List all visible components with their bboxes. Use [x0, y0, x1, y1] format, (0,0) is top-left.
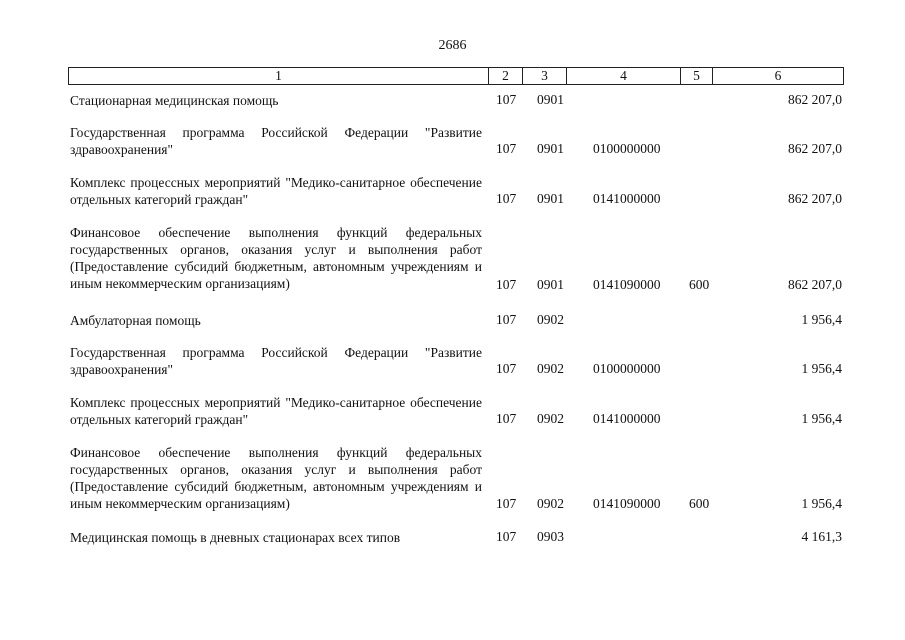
- table-row: [68, 124, 844, 158]
- row-col-6: 1 956,4: [801, 312, 842, 327]
- header-col-5: 5: [681, 68, 713, 84]
- row-col-2: 107: [496, 361, 517, 376]
- row-col-5: 600: [689, 496, 710, 511]
- row-description: Государственная программа Российской Федерации "Развитие здравоохранения": [70, 345, 482, 377]
- row-col-6: 862 207,0: [788, 191, 842, 206]
- header-col-2: 2: [489, 68, 523, 84]
- row-col-3: 0902: [537, 411, 564, 426]
- header-col-3: 3: [523, 68, 567, 84]
- table-header: [68, 67, 844, 85]
- table-row: [68, 444, 844, 512]
- row-description: Комплекс процессных мероприятий "Медико-санитарное обеспечение отдельных категорий граждан": [70, 395, 482, 427]
- row-col-2: 107: [496, 92, 517, 107]
- table-row: [68, 92, 844, 109]
- row-col-6: 862 207,0: [788, 141, 842, 156]
- row-description: Финансовое обеспечение выполнения функций федеральных государственных органов, оказания услуг и выполнения работ (Предоставление субсидий бюджетным, автономным учреждениям и иным некоммерческим организациям): [70, 225, 482, 291]
- table-row: [68, 312, 844, 329]
- row-col-2: 107: [496, 141, 517, 156]
- page-number: 2686: [438, 38, 467, 53]
- row-col-6: 862 207,0: [788, 92, 842, 107]
- row-description: Амбулаторная помощь: [70, 313, 201, 328]
- header-col-4: 4: [567, 68, 681, 84]
- row-description: Финансовое обеспечение выполнения функций федеральных государственных органов, оказания услуг и выполнения работ (Предоставление субсидий бюджетным, автономным учреждениям и иным некоммерческим организациям): [70, 445, 482, 511]
- row-col-3: 0901: [537, 277, 564, 292]
- row-col-3: 0901: [537, 191, 564, 206]
- row-description: Комплекс процессных мероприятий "Медико-санитарное обеспечение отдельных категорий граждан": [70, 175, 482, 207]
- row-col-2: 107: [496, 312, 517, 327]
- row-col-2: 107: [496, 411, 517, 426]
- row-col-6: 1 956,4: [801, 361, 842, 376]
- row-description: Стационарная медицинская помощь: [70, 93, 279, 108]
- row-col-6: 4 161,3: [801, 529, 842, 544]
- row-col-2: 107: [496, 277, 517, 292]
- row-col-4: 0141000000: [593, 191, 661, 206]
- row-col-3: 0902: [537, 496, 564, 511]
- table-row: [68, 529, 844, 546]
- row-col-4: 0141000000: [593, 411, 661, 426]
- row-description: Государственная программа Российской Федерации "Развитие здравоохранения": [70, 125, 482, 157]
- header-col-6: 6: [774, 68, 782, 83]
- table-row: [68, 174, 844, 208]
- row-col-6: 1 956,4: [801, 411, 842, 426]
- row-col-3: 0902: [537, 312, 564, 327]
- row-col-2: 107: [496, 496, 517, 511]
- row-col-4: 0141090000: [593, 496, 661, 511]
- row-col-2: 107: [496, 191, 517, 206]
- row-col-5: 600: [689, 277, 710, 292]
- row-col-3: 0902: [537, 361, 564, 376]
- row-col-4: 0100000000: [593, 141, 661, 156]
- row-col-4: 0141090000: [593, 277, 661, 292]
- row-col-6: 862 207,0: [788, 277, 842, 292]
- row-col-3: 0901: [537, 92, 564, 107]
- row-col-2: 107: [496, 529, 517, 544]
- table-row: [68, 344, 844, 378]
- row-col-3: 0903: [537, 529, 564, 544]
- table-row: [68, 224, 844, 292]
- row-col-6: 1 956,4: [801, 496, 842, 511]
- table-row: [68, 394, 844, 428]
- row-description: Медицинская помощь в дневных стационарах всех типов: [70, 530, 401, 545]
- header-col-1: 1: [69, 68, 489, 84]
- row-col-3: 0901: [537, 141, 564, 156]
- row-col-4: 0100000000: [593, 361, 661, 376]
